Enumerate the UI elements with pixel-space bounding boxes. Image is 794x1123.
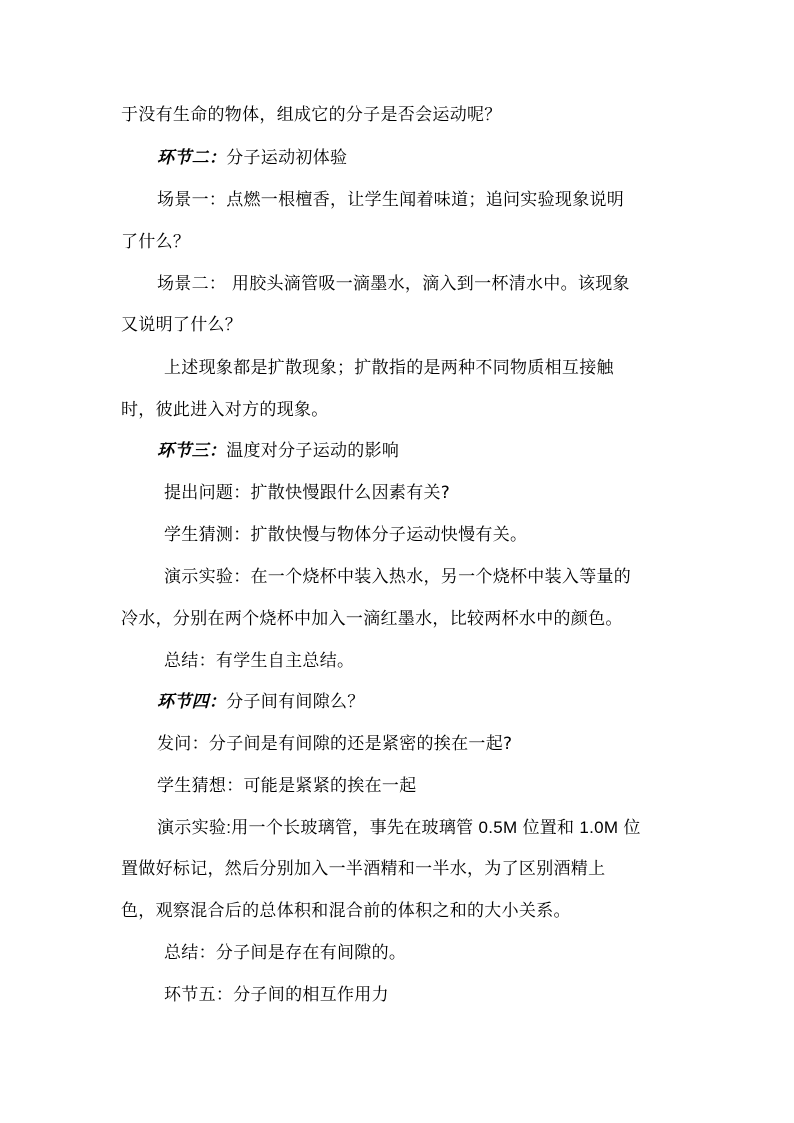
- section-title: 分子间有间隙么？: [226, 692, 365, 712]
- paragraph-line: 环节五：分子间的相互作用力: [164, 985, 389, 1005]
- paragraph-line: 冷水，分别在两个烧杯中加入一滴红墨水，比较两杯水中的颜色。: [121, 609, 623, 629]
- paragraph-line: 又说明了什么？: [121, 315, 243, 335]
- paragraph-line: 场景二： 用胶头滴管吸一滴墨水，滴入到一杯清水中。该现象: [157, 274, 630, 294]
- section-title: 温度对分子运动的影响: [226, 441, 400, 461]
- section-label: 环节四：: [157, 692, 227, 712]
- paragraph-line: 学生猜想：可能是紧紧的挨在一起: [157, 776, 417, 796]
- paragraph-line: 演示实验:用一个长玻璃管，事先在玻璃管 0.5M 位置和 1.0M 位: [157, 818, 641, 837]
- paragraph-line: 总结：有学生自主总结。: [164, 651, 355, 671]
- paragraph-line: 于没有生命的物体，组成它的分子是否会运动呢？: [121, 105, 502, 125]
- paragraph-line: 总结：分子间是存在有间隙的。: [164, 943, 407, 963]
- paragraph-line: 时，彼此进入对方的现象。: [121, 400, 329, 420]
- paragraph-line: 发问：分子间是有间隙的还是紧密的挨在一起?: [157, 734, 513, 754]
- section-heading-4: [157, 691, 365, 713]
- section-label: 环节二：: [157, 148, 227, 168]
- paragraph-line: 置做好标记，然后分别加入一半酒精和一半水，为了区别酒精上: [121, 859, 606, 879]
- paragraph-line: 色，观察混合后的总体积和混合前的体积之和的大小关系。: [121, 901, 571, 921]
- paragraph-line: 场景一：点燃一根檀香，让学生闻着味道；追问实验现象说明: [157, 190, 625, 210]
- paragraph-line: 上述现象都是扩散现象；扩散指的是两种不同物质相互接触: [164, 358, 614, 378]
- section-title: 分子运动初体验: [226, 148, 348, 168]
- section-heading-3: [157, 440, 399, 462]
- paragraph-line: 了什么？: [121, 232, 191, 252]
- section-heading-2: [157, 147, 347, 169]
- paragraph-line: 提出问题：扩散快慢跟什么因素有关?: [164, 483, 451, 503]
- paragraph-line: 学生猜测：扩散快慢与物体分子运动快慢有关。: [164, 525, 528, 545]
- paragraph-line: 演示实验：在一个烧杯中装入热水，另一个烧杯中装入等量的: [164, 567, 632, 587]
- section-label: 环节三：: [157, 441, 227, 461]
